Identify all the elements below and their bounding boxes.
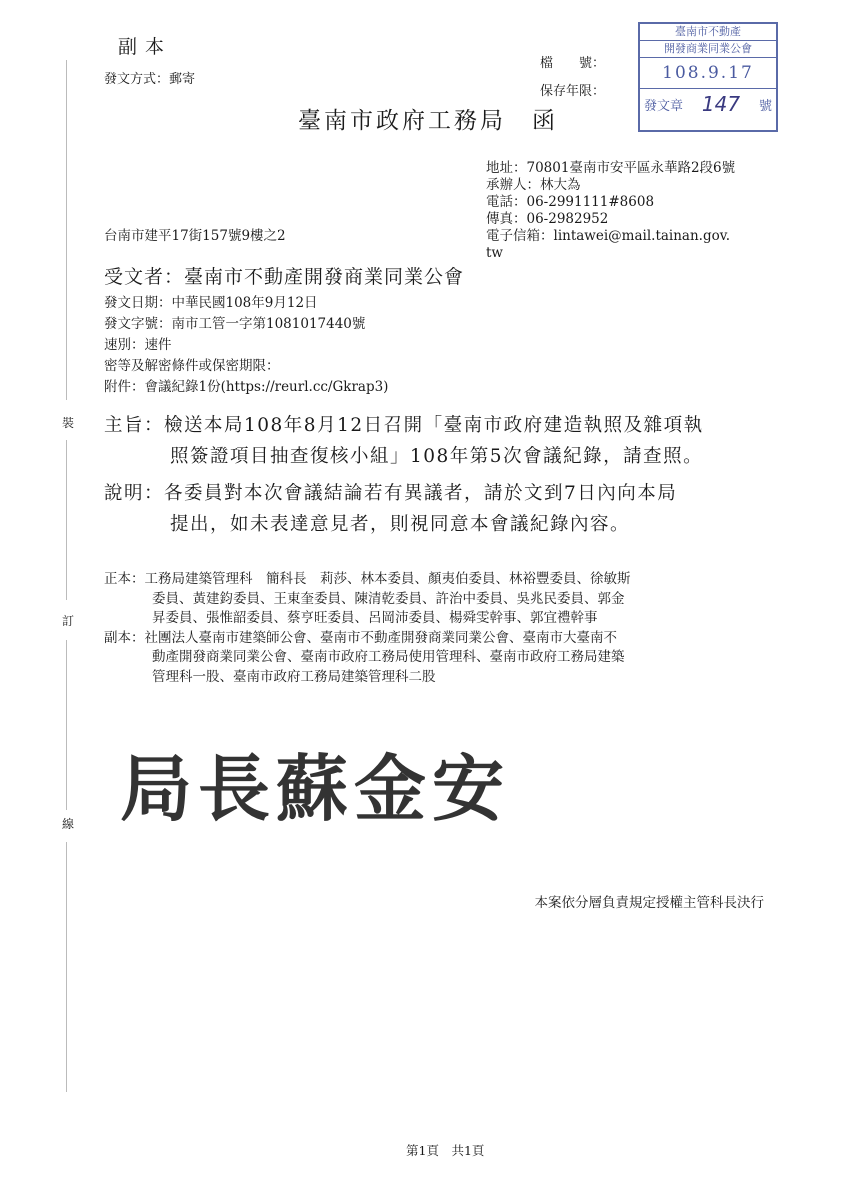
page-number: 第1頁 共1頁 (406, 1143, 485, 1158)
contact-email: 電子信箱：lintawei@mail.tainan.gov. (486, 228, 731, 244)
document-number: 發文字號：南市工管一字第1081017440號 (104, 316, 366, 332)
contact-fax: 傳真：06-2982952 (486, 211, 609, 227)
cc-recipients-line-2: 動產開發商業同業公會、臺南市政府工務局使用管理科、臺南市政府工務局建築 (152, 649, 625, 665)
retention-label: 保存年限： (540, 84, 606, 99)
document-body (104, 410, 704, 540)
binding-guide-mid2 (66, 640, 67, 810)
binding-guide-mid1 (66, 440, 67, 600)
main-recipients-line-1: 正本：工務局建築管理科 簡科長 莉莎、林本委員、顏夷伯委員、林裕豐委員、徐敏斯 (104, 571, 631, 587)
authorization-note: 本案依分層負責規定授權主管科長決行 (534, 895, 764, 911)
stamp-prefix: 發文章 (644, 98, 684, 114)
explanation-line-2: 提出，如未表達意見者，則視同意本會議紀錄內容。 (170, 514, 631, 535)
send-date: 發文日期：中華民國108年9月12日 (104, 295, 318, 311)
subject-line-1: 主旨：檢送本局108年8月12日召開「臺南市政府建造執照及雜項執 (104, 415, 704, 436)
recipient: 受文者：臺南市不動產開發商業同業公會 (104, 266, 465, 288)
cc-recipients-line-3: 管理科一股、臺南市政府工務局建築管理科二股 (152, 668, 436, 685)
document-meta (104, 293, 388, 398)
contact-email-cont: tw (486, 245, 503, 261)
stamp-date: 108.9.17 (640, 58, 776, 89)
main-recipients-line-2: 委員、黃建鈞委員、王東奎委員、陳清乾委員、許治中委員、吳兆民委員、郭金 (152, 590, 625, 607)
stamp-suffix: 號 (758, 98, 772, 114)
copy-mark: 副本 (118, 36, 173, 58)
binding-guide-top (66, 60, 67, 400)
binding-mark-xian: 線 (62, 817, 75, 831)
cc-recipients-line-1: 副本：社團法人臺南市建築師公會、臺南市不動產開發商業同業公會、臺南市大臺南不 (104, 629, 617, 646)
stamp-number: 147 (701, 92, 741, 116)
main-recipients-line-3: 昇委員、張惟韶委員、蔡亨旺委員、呂岡沛委員、楊舜雯幹事、郭宜禮幹事 (152, 610, 598, 626)
stamp-org-line1: 臺南市不動產 (640, 24, 776, 41)
receipt-stamp (638, 22, 778, 132)
contact-info (486, 160, 786, 262)
distribution-list (104, 570, 631, 687)
secrecy-level: 密等及解密條件或保密期限： (104, 358, 280, 374)
signature-text: 局長蘇金安 (120, 748, 511, 828)
send-method: 發文方式：郵寄 (104, 72, 196, 87)
recipient-address: 台南市建平17街157號9樓之2 (104, 228, 286, 244)
stamp-org-line2: 開發商業同業公會 (640, 41, 776, 58)
contact-handler: 承辦人：林大為 (486, 177, 581, 193)
binding-mark-ding: 訂 (62, 614, 75, 628)
subject-line-2: 照簽證項目抽查復核小組」108年第5次會議紀錄，請查照。 (170, 446, 704, 467)
binding-guide-bottom (66, 842, 67, 1092)
explanation-line-1: 說明：各委員對本次會議結論若有異議者，請於文到7日內向本局 (104, 483, 678, 504)
contact-phone: 電話：06-2991111#8608 (486, 194, 655, 210)
urgency: 速別：速件 (104, 337, 172, 353)
file-number-label: 檔 號： (540, 56, 606, 71)
contact-address: 地址：70801臺南市安平區永華路2段6號 (486, 160, 736, 176)
binding-mark-zhuang: 裝 (62, 416, 75, 430)
director-signature-stamp (120, 748, 550, 828)
document-title: 臺南市政府工務局 函 (298, 108, 558, 134)
attachment: 附件：會議紀錄1份(https://reurl.cc/Gkrap3) (104, 379, 389, 395)
stamp-number-row (640, 89, 776, 119)
